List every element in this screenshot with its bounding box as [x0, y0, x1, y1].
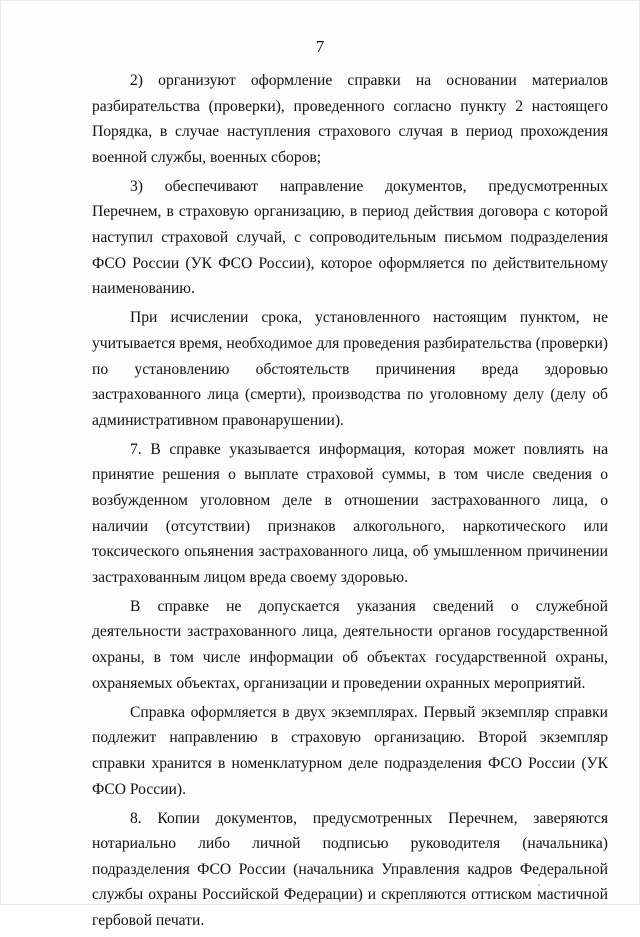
- paragraph-item-3: 3) обеспечивают направление документов, предусмотренных Перечнем, в страховую организацию, в период действия договора с которой наступил страховой случай, с сопроводительным письмом подразделения ФСО России (УК ФСО России), которое оформляется по действительному наименованию.: [92, 177, 608, 298]
- body-text: [92, 68, 608, 937]
- page-number: 7: [315, 37, 325, 56]
- paragraph-time-calculation: При исчислении срока, установленного настоящим пунктом, не учитывается время, необходимое для проведения разбирательства (проверки) по установлению обстоятельств причинения вреда здоровью застрахованного лица (смерти), производства по уголовному делу (делу об административном правонарушении).: [92, 309, 608, 429]
- paragraph-clause-7: 7. В справке указывается информация, которая может повлиять на принятие решения о выплате страховой суммы, в том числе сведения о возбужденном уголовном деле в отношении застрахованного лица, о наличии (отсутствии) признаков алкогольного, наркотического или токсического опьянения застрахованного лица, об умышленном причинении застрахованным лицом вреда своему здоровью.: [92, 440, 608, 586]
- paragraph-clause-8: 8. Копии документов, предусмотренных Перечнем, заверяются нотариально либо личной подписью руководителя (начальника) подразделения ФСО России (начальника Управления кадров Федеральной службы охраны Российской Федерации) и скрепляются оттиском мастичной гербовой печати.: [92, 809, 608, 929]
- paragraph-item-2: 2) организуют оформление справки на основании материалов разбирательства (проверки), проведенного согласно пункту 2 настоящего Порядка, в случае наступления страхового случая в период прохождения военной службы, военных сборов;: [92, 72, 608, 166]
- scan-speck: [538, 884, 540, 886]
- paragraph-restrictions: В справке не допускается указания сведений о служебной деятельности застрахованного лица, деятельности органов государственной охраны, в том числе информации об объектах государственной охраны, охраняемых объектах, организации и проведении охранных мероприятий.: [92, 597, 608, 692]
- paragraph-copies: Справка оформляется в двух экземплярах. Первый экземпляр справки подлежит направлению в страховую организацию. Второй экземпляр справки хранится в номенклатурном деле подразделения ФСО России (УК ФСО России).: [92, 703, 608, 798]
